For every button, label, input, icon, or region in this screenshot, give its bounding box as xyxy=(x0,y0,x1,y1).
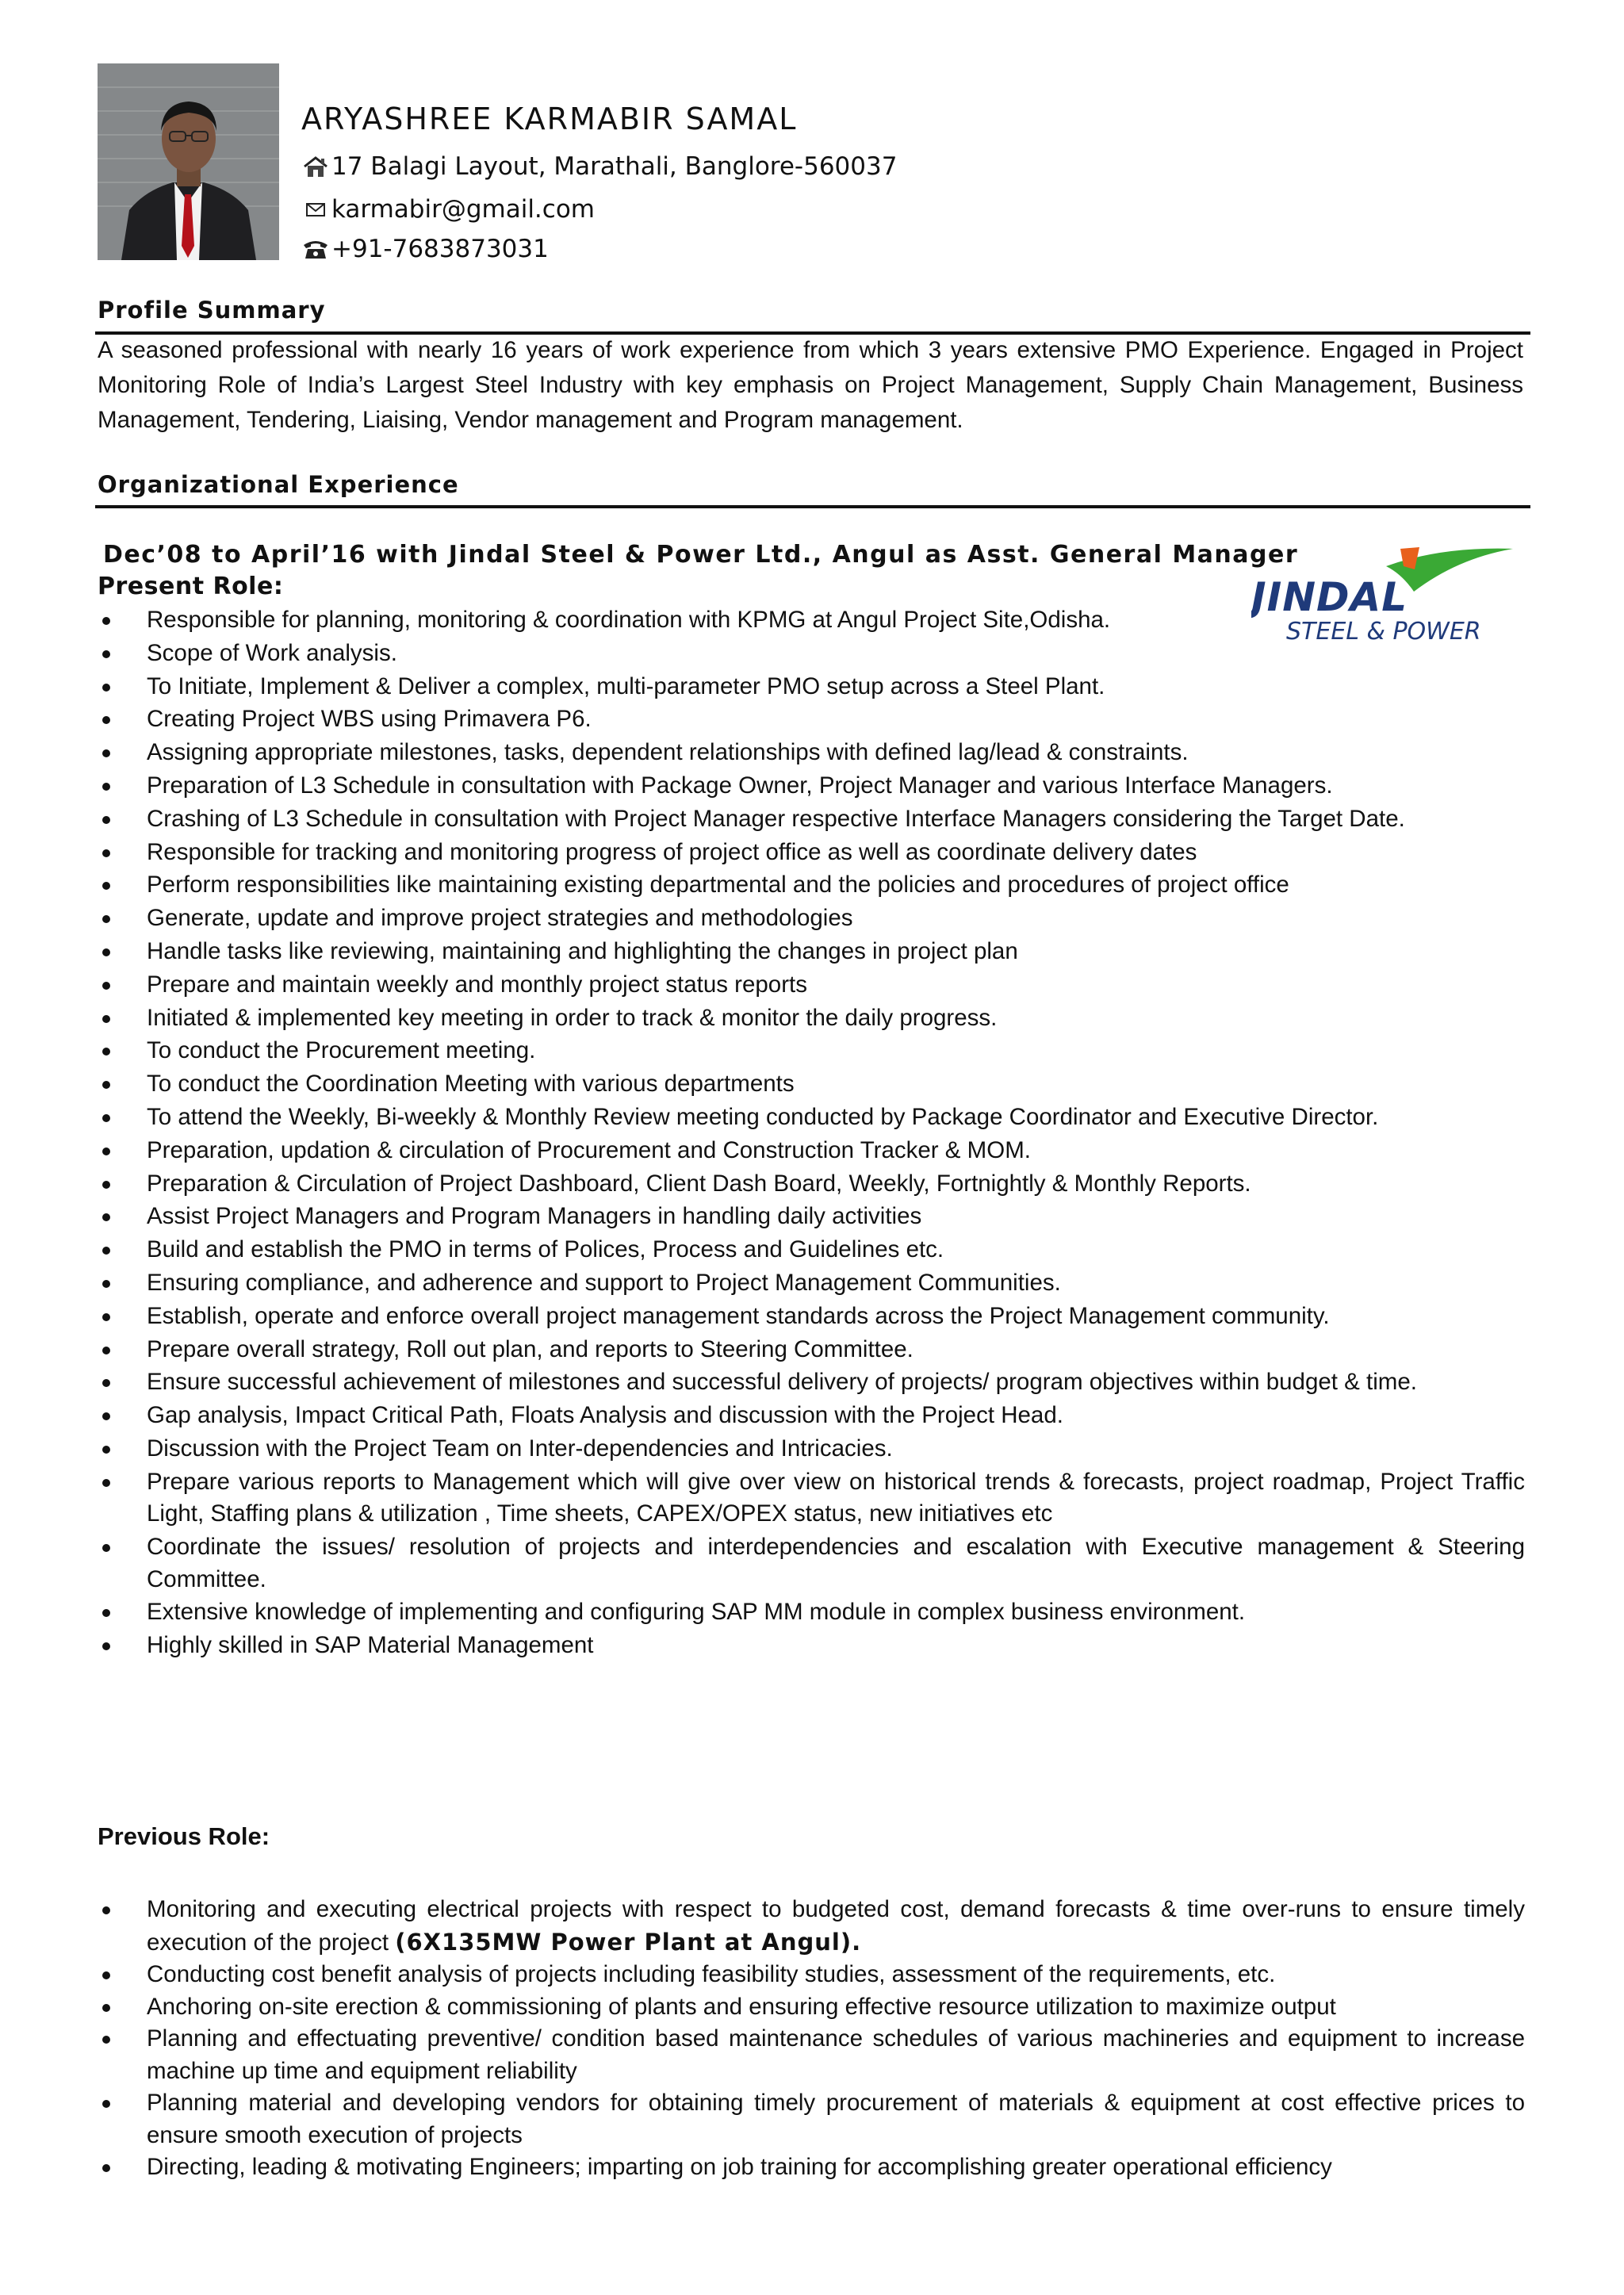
address-line xyxy=(301,152,897,181)
list-item: Handle tasks like reviewing, maintaining and highlighting the changes in project plan xyxy=(98,936,1525,968)
email-text[interactable]: karmabir@gmail.com xyxy=(331,195,595,224)
home-icon xyxy=(301,155,330,178)
previous-role-first-bold: (6X135MW Power Plant at Angul). xyxy=(395,1928,862,1956)
phone-icon xyxy=(301,237,330,261)
list-item: Ensure successful achievement of milestones and successful delivery of projects/ program objectives within budget & time. xyxy=(98,1366,1525,1399)
list-item: To attend the Weekly, Bi-weekly & Monthly Review meeting conducted by Package Coordinator and Executive Director. xyxy=(98,1102,1525,1134)
list-item: Gap analysis, Impact Critical Path, Floats Analysis and discussion with the Project Head. xyxy=(98,1400,1525,1432)
list-item: Prepare various reports to Management which will give over view on historical trends & forecasts, project roadmap, Project Traffic Light, Staffing plans & utilization , Time sheets, CAPEX/OPEX status, new initiatives etc xyxy=(98,1466,1525,1531)
list-item: Prepare overall strategy, Roll out plan, and reports to Steering Committee. xyxy=(98,1334,1525,1366)
previous-role-first-text: Monitoring and executing electrical projects with respect to budgeted cost, demand forecasts & time over-runs to ensure timely execution of the project xyxy=(147,1896,1525,1956)
list-item: Responsible for tracking and monitoring progress of project office as well as coordinate delivery dates xyxy=(98,837,1525,869)
phone-line xyxy=(301,235,549,263)
address-text: 17 Balagi Layout, Marathali, Banglore-560037 xyxy=(331,152,898,181)
list-item: Assist Project Managers and Program Managers in handling daily activities xyxy=(98,1201,1525,1233)
list-item: Discussion with the Project Team on Inter-dependencies and Intricacies. xyxy=(98,1433,1525,1466)
logo-brand-text: JINDAL xyxy=(1251,574,1408,620)
profile-summary-text: A seasoned professional with nearly 16 years of work experience from which 3 years extensive PMO Experience. Engaged in Project Monitoring Role of India’s Largest Steel Industry with key emphasis on Project Management, Supply Chain Management, Business Management, Tendering, Liaising, Vendor management and Program management. xyxy=(98,337,1523,433)
list-item: Conducting cost benefit analysis of projects including feasibility studies, assessment of the requirements, etc. xyxy=(98,1959,1525,1991)
list-item: Responsible for planning, monitoring & coordination with KPMG at Angul Project Site,Odisha. xyxy=(98,604,1279,637)
organizational-experience-heading: Organizational Experience xyxy=(98,471,459,498)
list-item: Planning and effectuating preventive/ condition based maintenance schedules of various machineries and equipment to increase machine up time and equipment reliability xyxy=(98,2023,1525,2087)
list-item: Assigning appropriate milestones, tasks, dependent relationships with defined lag/lead & constraints. xyxy=(98,737,1525,769)
present-role-heading: Present Role: xyxy=(98,573,284,600)
candidate-name: ARYASHREE KARMABIR SAMAL xyxy=(301,102,798,136)
list-item: Creating Project WBS using Primavera P6. xyxy=(98,703,1525,736)
list-item: Perform responsibilities like maintaining existing departmental and the policies and procedures of project office xyxy=(98,869,1525,902)
list-item: Initiated & implemented key meeting in order to track & monitor the daily progress. xyxy=(98,1002,1525,1035)
list-item: Preparation of L3 Schedule in consultation with Package Owner, Project Manager and various Interface Managers. xyxy=(98,770,1525,803)
list-item: Coordinate the issues/ resolution of projects and interdependencies and escalation with Executive management & Steering Committee. xyxy=(98,1531,1525,1596)
list-item: Establish, operate and enforce overall project management standards across the Project Management community. xyxy=(98,1301,1525,1333)
list-item: Prepare and maintain weekly and monthly project status reports xyxy=(98,969,1525,1002)
list-item: To conduct the Coordination Meeting with various departments xyxy=(98,1068,1525,1101)
list-item: Anchoring on-site erection & commissioning of plants and ensuring effective resource utilization to maximize output xyxy=(98,1991,1525,2024)
list-item: Crashing of L3 Schedule in consultation with Project Manager respective Interface Managers considering the Target Date. xyxy=(98,803,1525,836)
previous-role-heading: Previous Role: xyxy=(98,1822,270,1850)
profile-photo xyxy=(98,63,279,260)
organizational-experience-divider xyxy=(95,505,1530,508)
list-item: Preparation, updation & circulation of Procurement and Construction Tracker & MOM. xyxy=(98,1135,1525,1167)
list-item: Planning material and developing vendors for obtaining timely procurement of materials & equipment at cost effective prices to ensure smooth execution of projects xyxy=(98,2087,1525,2151)
list-item: Extensive knowledge of implementing and configuring SAP MM module in complex business environment. xyxy=(98,1596,1525,1629)
list-item: Build and establish the PMO in terms of Polices, Process and Guidelines etc. xyxy=(98,1234,1525,1266)
profile-summary-heading: Profile Summary xyxy=(98,297,326,324)
list-item: Highly skilled in SAP Material Management xyxy=(98,1630,1525,1662)
list-item: Directing, leading & motivating Engineers; imparting on job training for accomplishing greater operational efficiency xyxy=(98,2151,1525,2184)
list-item: Generate, update and improve project strategies and methodologies xyxy=(98,902,1525,935)
envelope-icon xyxy=(301,197,330,221)
list-item: To conduct the Procurement meeting. xyxy=(98,1035,1525,1067)
list-item: To Initiate, Implement & Deliver a complex, multi-parameter PMO setup across a Steel Plant. xyxy=(98,671,1525,703)
previous-role-list xyxy=(98,1894,1525,2184)
list-item: Scope of Work analysis. xyxy=(98,638,1525,670)
job-title: Dec’08 to April’16 with Jindal Steel & Power Ltd., Angul as Asst. General Manager xyxy=(103,541,1299,569)
logo-sub-text: STEEL & POWER xyxy=(1286,618,1481,646)
list-item: Preparation & Circulation of Project Dashboard, Client Dash Board, Weekly, Fortnightly & Monthly Reports. xyxy=(98,1168,1525,1201)
email-line xyxy=(301,195,595,224)
list-item: Ensuring compliance, and adherence and support to Project Management Communities. xyxy=(98,1267,1525,1300)
phone-text[interactable]: +91-7683873031 xyxy=(331,235,549,263)
present-role-list xyxy=(98,604,1525,1663)
list-item xyxy=(98,1894,1525,1959)
person-silhouette-icon xyxy=(98,63,279,260)
